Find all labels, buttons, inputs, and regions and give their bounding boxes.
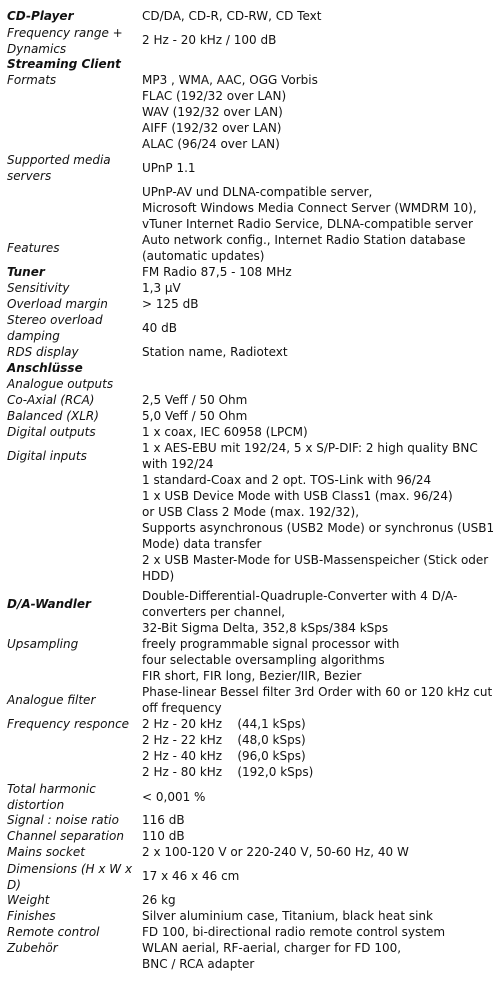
spec-value-total-harmonic-distortion: [142, 789, 498, 805]
spec-label-frequency-responce: Frequency responce: [7, 717, 130, 731]
spec-value-line: 40 dB: [142, 321, 177, 335]
spec-value-line: four selectable oversampling algorithms: [142, 653, 385, 667]
spec-label-frequency-range-dynamics: Frequency range + Dynamics: [7, 26, 123, 56]
spec-value-line: 2 Hz - 40 kHz (96,0 kSps): [142, 749, 306, 763]
spec-value-line: Station name, Radiotext: [142, 345, 288, 359]
spec-label-mains-socket: Mains socket: [7, 845, 85, 859]
spec-label-upsampling: Upsampling: [7, 637, 79, 651]
spec-value-line: 2 x 100-120 V or 220-240 V, 50-60 Hz, 40 W: [142, 845, 409, 859]
spec-value-line: with 192/24: [142, 457, 214, 471]
spec-value-line: 2 Hz - 20 kHz (44,1 kSps): [142, 717, 306, 731]
spec-value-line: FD 100, bi-directional radio remote control system: [142, 925, 446, 939]
spec-value-features: [142, 184, 498, 264]
spec-label-balanced-xlr: Balanced (XLR): [7, 409, 99, 423]
spec-value-line: 1,3 µV: [142, 281, 181, 295]
section-heading-d-a-wandler: D/A-Wandler: [7, 597, 91, 611]
spec-value-line: 2 x USB Master-Mode for USB-Massenspeicher (Stick oder: [142, 553, 489, 567]
spec-value-line: < 0,001 %: [142, 790, 206, 804]
spec-value-line: (automatic updates): [142, 249, 265, 263]
spec-label-channel-separation: Channel separation: [7, 829, 124, 843]
spec-value-line: HDD): [142, 569, 175, 583]
spec-value-upsampling: [142, 636, 498, 684]
spec-value-line: 2 Hz - 20 kHz / 100 dB: [142, 33, 277, 47]
spec-value-line: AIFF (192/32 over LAN): [142, 121, 282, 135]
spec-value-line: vTuner Internet Radio Service, DLNA-compatible server: [142, 217, 473, 231]
spec-label-signal-noise-ratio: Signal : noise ratio: [7, 813, 119, 827]
spec-value-line: 116 dB: [142, 813, 185, 827]
spec-value-line: UPnP 1.1: [142, 161, 196, 175]
section-heading-cd-player: CD-Player: [7, 9, 74, 23]
spec-value-dimensions-h-x-w-x-d: [142, 868, 498, 884]
spec-value-channel-separation: [142, 828, 498, 844]
spec-value-line: 5,0 Veff / 50 Ohm: [142, 409, 248, 423]
spec-label-stereo-overload-damping: Stereo overload damping: [7, 313, 103, 343]
spec-value-formats: [142, 72, 498, 152]
spec-label-finishes: Finishes: [7, 909, 56, 923]
spec-label-zubeh-r: Zubehör: [7, 941, 58, 955]
spec-value-line: CD/DA, CD-R, CD-RW, CD Text: [142, 9, 322, 23]
spec-value-frequency-range-dynamics: [142, 32, 498, 48]
spec-value-line: off frequency: [142, 701, 222, 715]
spec-value-co-axial-rca: [142, 392, 498, 408]
spec-value-line: Mode) data transfer: [142, 537, 262, 551]
spec-label-total-harmonic-distortion: Total harmonic distortion: [7, 782, 96, 812]
spec-label-analogue-filter: Analogue filter: [7, 693, 96, 707]
spec-value-line: WAV (192/32 over LAN): [142, 105, 283, 119]
spec-value-line: WLAN aerial, RF-aerial, charger for FD 100,: [142, 941, 402, 955]
spec-label-weight: Weight: [7, 893, 50, 907]
spec-value-cd-player: [142, 8, 498, 24]
spec-value-zubeh-r: [142, 940, 498, 972]
spec-value-line: 17 x 46 x 46 cm: [142, 869, 240, 883]
spec-value-frequency-responce: [142, 716, 498, 780]
spec-value-line: 1 x coax, IEC 60958 (LPCM): [142, 425, 308, 439]
section-heading-tuner: Tuner: [7, 265, 45, 279]
spec-value-line: Auto network config., Internet Radio Station database: [142, 233, 466, 247]
spec-label-features: Features: [7, 241, 60, 255]
spec-label-digital-outputs: Digital outputs: [7, 425, 96, 439]
section-heading-anschl-sse: Anschlüsse: [7, 361, 83, 375]
spec-value-line: 32-Bit Sigma Delta, 352,8 kSps/384 kSps: [142, 621, 389, 635]
spec-value-finishes: [142, 908, 498, 924]
spec-value-line: Double-Differential-Quadruple-Converter with 4 D/A-: [142, 589, 458, 603]
spec-label-overload-margin: Overload margin: [7, 297, 108, 311]
spec-value-line: FM Radio 87,5 - 108 MHz: [142, 265, 292, 279]
spec-value-line: converters per channel,: [142, 605, 286, 619]
spec-label-rds-display: RDS display: [7, 345, 79, 359]
spec-value-remote-control: [142, 924, 498, 940]
spec-label-dimensions-h-x-w-x-d: Dimensions (H x W x D): [7, 862, 133, 892]
spec-value-tuner: [142, 264, 498, 280]
spec-value-supported-media-servers: [142, 160, 498, 176]
spec-value-line: FIR short, FIR long, Bezier/IIR, Bezier: [142, 669, 362, 683]
spec-label-co-axial-rca: Co-Axial (RCA): [7, 393, 95, 407]
spec-value-line: Supports asynchronous (USB2 Mode) or synchronus (USB1: [142, 521, 495, 535]
spec-value-weight: [142, 892, 498, 908]
spec-value-line: Silver aluminium case, Titanium, black heat sink: [142, 909, 433, 923]
spec-label-sensitivity: Sensitivity: [7, 281, 70, 295]
spec-value-line: 26 kg: [142, 893, 176, 907]
spec-value-line: 1 x USB Device Mode with USB Class1 (max. 96/24): [142, 489, 453, 503]
spec-value-line: freely programmable signal processor with: [142, 637, 400, 651]
spec-value-rds-display: [142, 344, 498, 360]
spec-value-line: ALAC (96/24 over LAN): [142, 137, 280, 151]
spec-value-balanced-xlr: [142, 408, 498, 424]
spec-value-line: 2,5 Veff / 50 Ohm: [142, 393, 248, 407]
spec-value-sensitivity: [142, 280, 498, 296]
spec-label-supported-media-servers: Supported media servers: [7, 153, 111, 183]
spec-value-d-a-wandler: [142, 588, 498, 636]
spec-label-formats: Formats: [7, 73, 57, 87]
spec-label-digital-inputs: Digital inputs: [7, 449, 87, 463]
spec-value-line: 1 x AES-EBU mit 192/24, 5 x S/P-DIF: 2 high quality BNC: [142, 441, 478, 455]
spec-value-stereo-overload-damping: [142, 320, 498, 336]
spec-value-line: FLAC (192/32 over LAN): [142, 89, 287, 103]
spec-value-digital-inputs: [142, 440, 498, 584]
section-heading-streaming-client: Streaming Client: [7, 57, 121, 71]
spec-value-digital-outputs: [142, 424, 498, 440]
spec-value-mains-socket: [142, 844, 498, 860]
spec-value-line: 110 dB: [142, 829, 185, 843]
spec-value-line: 1 standard-Coax and 2 opt. TOS-Link with 96/24: [142, 473, 432, 487]
spec-label-remote-control: Remote control: [7, 925, 100, 939]
spec-value-line: 2 Hz - 80 kHz (192,0 kSps): [142, 765, 314, 779]
spec-value-signal-noise-ratio: [142, 812, 498, 828]
spec-value-line: or USB Class 2 Mode (max. 192/32),: [142, 505, 360, 519]
spec-label-analogue-outputs: Analogue outputs: [7, 377, 114, 391]
spec-value-line: Phase-linear Bessel filter 3rd Order with 60 or 120 kHz cut: [142, 685, 493, 699]
spec-value-line: Microsoft Windows Media Connect Server (WMDRM 10),: [142, 201, 477, 215]
spec-value-line: 2 Hz - 22 kHz (48,0 kSps): [142, 733, 306, 747]
spec-value-line: BNC / RCA adapter: [142, 957, 255, 971]
spec-value-line: > 125 dB: [142, 297, 199, 311]
spec-value-overload-margin: [142, 296, 498, 312]
spec-value-analogue-filter: [142, 684, 498, 716]
spec-value-line: MP3 , WMA, AAC, OGG Vorbis: [142, 73, 318, 87]
spec-value-line: UPnP-AV und DLNA-compatible server,: [142, 185, 373, 199]
